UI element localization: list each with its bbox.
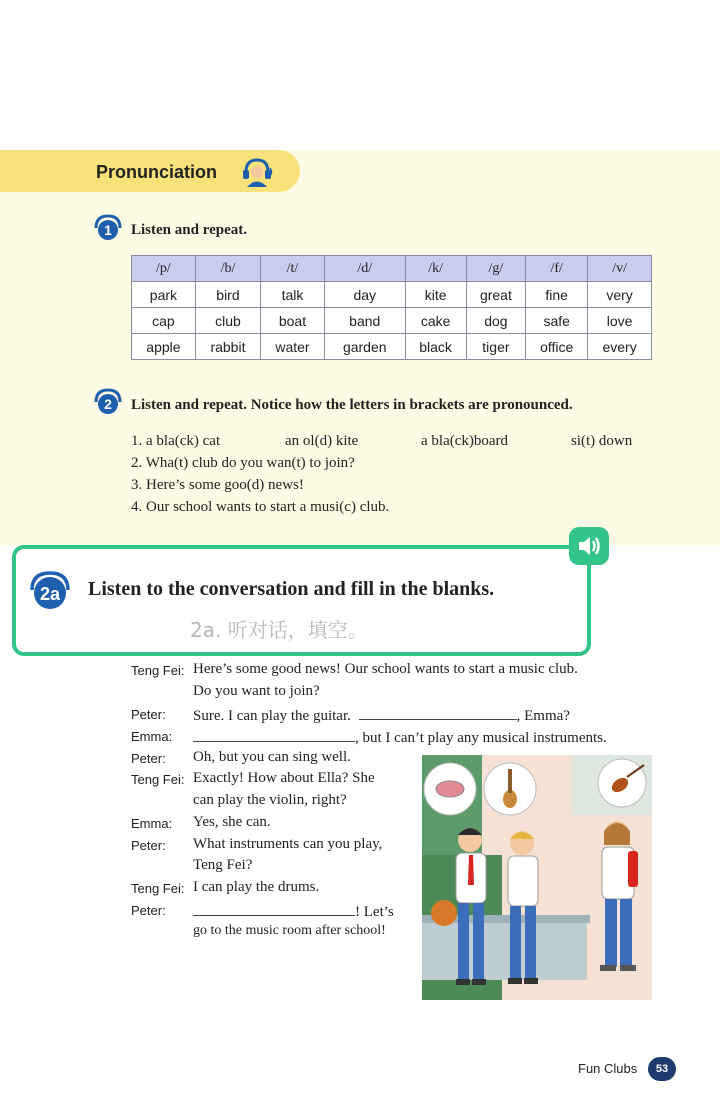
dialogue-text: Sure. I can play the guitar. xyxy=(193,708,351,724)
table-header-cell: /b/ xyxy=(195,256,260,282)
table-cell: bird xyxy=(195,282,260,308)
dialogue-line: What instruments can you play, xyxy=(193,836,383,852)
table-cell: park xyxy=(132,282,196,308)
table-cell: love xyxy=(588,308,652,334)
svg-text:2a: 2a xyxy=(39,584,61,604)
table-cell: every xyxy=(588,334,652,360)
blank-field[interactable] xyxy=(193,901,355,916)
list-sentence: 2. Wha(t) club do you wan(t) to join? xyxy=(131,455,355,471)
guitar-bubble-icon xyxy=(484,763,536,815)
table-header-cell: /v/ xyxy=(588,256,652,282)
blank-field[interactable] xyxy=(359,705,517,720)
svg-text:2: 2 xyxy=(104,396,112,412)
list-sentence: 4. Our school wants to start a musi(c) club. xyxy=(131,499,390,515)
table-cell: rabbit xyxy=(195,334,260,360)
table-cell: tiger xyxy=(466,334,526,360)
table-cell: water xyxy=(261,334,325,360)
table-cell: club xyxy=(195,308,260,334)
footer-unit-label: Fun Clubs xyxy=(578,1061,638,1076)
violin-bubble-icon xyxy=(598,759,646,807)
dialogue-line: Oh, but you can sing well. xyxy=(193,749,351,765)
speaker-name: Teng Fei: xyxy=(131,663,185,678)
speaker-name: Peter: xyxy=(131,751,166,766)
list-phrase: 1. a bla(ck) cat xyxy=(131,433,221,449)
dialogue-line xyxy=(193,901,394,921)
table-cell: band xyxy=(324,308,405,334)
list-phrase: an ol(d) kite xyxy=(285,433,359,449)
table-cell: office xyxy=(526,334,588,360)
pronunciation-title: Pronunciation xyxy=(96,162,217,182)
list-sentence: 3. Here’s some goo(d) news! xyxy=(131,477,304,493)
section-2a-subtitle: 2a. 听对话，填空。 xyxy=(190,618,368,642)
page-number: 53 xyxy=(648,1057,676,1081)
speaker-name: Peter: xyxy=(131,838,166,853)
music-club-illustration xyxy=(422,755,652,1000)
table-cell: cap xyxy=(132,308,196,334)
table-cell: dog xyxy=(466,308,526,334)
dialogue-line: I can play the drums. xyxy=(193,879,320,895)
table-header-cell: /t/ xyxy=(261,256,325,282)
dialogue-line xyxy=(193,727,607,747)
table-cell: fine xyxy=(526,282,588,308)
table-header-cell: /g/ xyxy=(466,256,526,282)
dialogue-line: Yes, she can. xyxy=(193,814,271,830)
table-header-cell: /d/ xyxy=(324,256,405,282)
table-cell: great xyxy=(466,282,526,308)
table-cell: safe xyxy=(526,308,588,334)
dialogue-line: Do you want to join? xyxy=(193,683,320,699)
dialogue-line: Teng Fei? xyxy=(193,857,253,873)
table-header-cell: /p/ xyxy=(132,256,196,282)
dialogue-line xyxy=(193,705,570,725)
dialogue-line: go to the music room after school! xyxy=(193,923,386,938)
speaker-name: Peter: xyxy=(131,707,166,722)
dialogue-text: , Emma? xyxy=(516,708,570,724)
table-cell: black xyxy=(405,334,466,360)
dialogue-line: Exactly! How about Ella? She xyxy=(193,770,375,786)
table-cell: garden xyxy=(324,334,405,360)
dialogue-text: , but I can’t play any musical instruments. xyxy=(355,730,607,746)
blank-field[interactable] xyxy=(193,727,355,742)
table-cell: apple xyxy=(132,334,196,360)
section-2a-title: Listen to the conversation and fill in the blanks. xyxy=(88,578,495,600)
speaker-name: Emma: xyxy=(131,816,173,831)
speaker-name: Teng Fei: xyxy=(131,881,185,896)
svg-text:1: 1 xyxy=(104,222,112,238)
dialogue-line: can play the violin, right? xyxy=(193,792,347,808)
table-cell: kite xyxy=(405,282,466,308)
table-cell: day xyxy=(324,282,405,308)
speaker-name: Emma: xyxy=(131,729,173,744)
table-header-cell: /f/ xyxy=(526,256,588,282)
speaker-name: Peter: xyxy=(131,903,166,918)
task-1-instruction: Listen and repeat. xyxy=(131,222,247,238)
task-2-instruction: Listen and repeat. Notice how the letters in brackets are pronounced. xyxy=(131,397,573,413)
drum-bubble-icon xyxy=(424,763,476,815)
dialogue-text: ! Let’s xyxy=(355,904,394,920)
table-cell: boat xyxy=(261,308,325,334)
table-cell: very xyxy=(588,282,652,308)
list-phrase: si(t) down xyxy=(571,433,633,449)
table-cell: talk xyxy=(261,282,325,308)
table-cell: cake xyxy=(405,308,466,334)
speaker-name: Teng Fei: xyxy=(131,772,185,787)
list-phrase: a bla(ck)board xyxy=(421,433,509,449)
table-header-cell: /k/ xyxy=(405,256,466,282)
dialogue-line: Here’s some good news! Our school wants to start a music club. xyxy=(193,661,578,677)
